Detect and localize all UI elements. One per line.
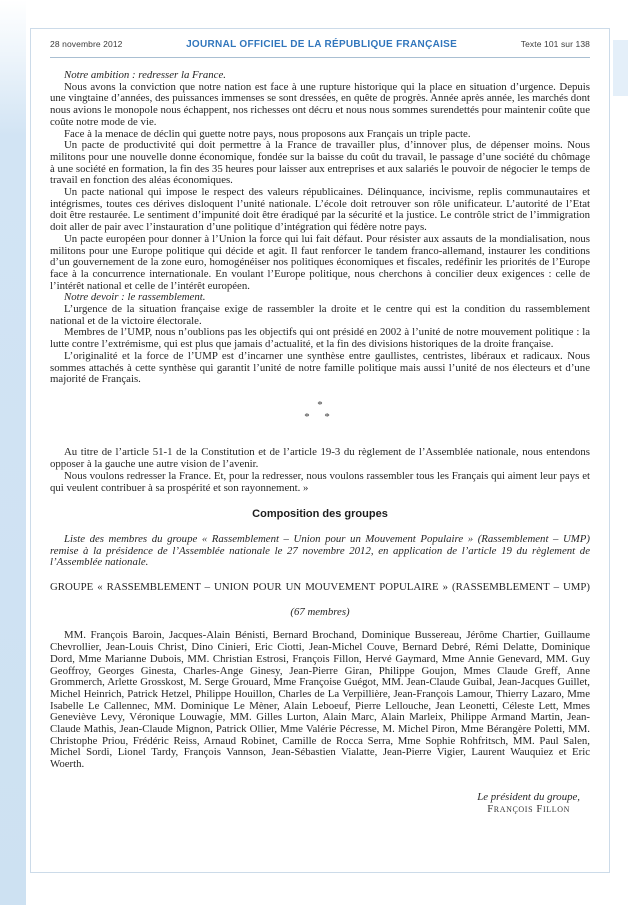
- asterisk-top: *: [317, 398, 323, 411]
- asterisk-bottom: * *: [304, 410, 336, 423]
- document-body: [50, 70, 590, 815]
- header-divider: [50, 57, 590, 58]
- para-au-titre: Au titre de l’article 51-1 de la Constitution et de l’article 19-3 du règlement de l’Assemblée nationale, nous entendons opposer à la gauche une autre vision de l’avenir.: [50, 446, 590, 471]
- para-notre-devoir: Notre devoir : le rassemblement.: [64, 291, 206, 304]
- header-date: 28 novembre 2012: [50, 39, 123, 49]
- signature-role: Le président du groupe,: [477, 790, 580, 803]
- para-members-list: MM. François Baroin, Jacques-Alain Bénisti, Bernard Brochand, Dominique Bussereau, Jérôme Chartier, Guillaume Chevrollier, Jean-Louis Christ, Dino Cinieri, Eric Ciotti, Jean-Michel Couve, Bernard Debré, Rémi Delatte, Dominique Dord, Mme Marianne Dubois, MM. Christian Estrosi, François Fillon, Hervé Gaymard, Mme Annie Genevard, MM. Guy Geoffroy, Georges Ginesta, Charles-Ange Ginesy, Jean-Pierre Giran, Philippe Goujon, Mmes Claude Greff, Anne Grommerch, Arlette Grosskost, M. Serge Grouard, Mme Françoise Guégot, MM. Jean-Claude Guibal, Jean-Jacques Guillet, Michel Heinrich, Patrick Hetzel, Philippe Houillon, Charles de La Verpillière, Jean-François Lamour, Thierry Lazaro, Mme Isabelle Le Callennec, MM. Dominique Le Mèner, Alain Leboeuf, Pierre Lellouche, Jean Leonetti, Céleste Lett, Mmes Geneviève Levy, Véronique Louwagie, MM. Gilles Lurton, Alain Marc, Alain Marleix, Philippe Armand Martin, Jean-Claude Mathis, Jean-Claude Mignon, Patrick Ollier, Mme Valérie Pécresse, M. Michel Piron, Mme Bérangère Poletti, MM. Christophe Priou, Frédéric Reiss, Arnaud Robinet, Camille de Rocca Serra, Mme Sophie Rohfritsch, MM. Paul Salen, Michel Sordi, Lionel Tardy, François Vannson, Jean-Sébastien Vialatte, Jean-Pierre Vigier, Laurent Wauquiez et Eric Woerth.: [50, 629, 590, 771]
- para-pacte-national: Un pacte national qui impose le respect des valeurs républicaines. Délinquance, incivisme, replis communautaires et intégrismes, toutes ces dérives disloquent l’unité nationale. L’école doit retrouver son rôle unificateur. L’autorité de l’Etat doit être restaurée. Le sentiment d’impunité doit être éradiqué par la sécurité et la justice. Le contrôle strict de l’immigration doit aller de pair avec l’instauration d’une politique d’intégration qui fédère notre pays.: [50, 186, 590, 234]
- section-heading-composition: Composition des groupes: [252, 508, 388, 521]
- journal-title: JOURNAL OFFICIEL DE LA RÉPUBLIQUE FRANÇAISE: [186, 39, 458, 50]
- asterisk-separator: [50, 400, 590, 423]
- para-conviction: Nous avons la conviction que notre nation est face à une rupture historique qui la place en situation d’urgence. Depuis une vingtaine d’années, des puissances immenses se sont dressées, en quête de progrès. Année après année, les marchés dont nous avions le monopole nous échappent, nos richesses ont décru et nous nous sommes surendettés pour maintenir coûte que coûte notre mode de vie.: [50, 80, 590, 128]
- signature-block: [477, 792, 580, 815]
- para-pacte-productivite: Un pacte de productivité qui doit permettre à la France de travailler plus, d’innover plus, de dépenser moins. Nous militons pour une nouvelle donne économique, fondée sur la baisse du coût du travail, le passage d’une société du chômage à une société en formation, la fin des 35 heures pour laisser aux entreprises et aux salariés le pouvoir de négocier le temps de travail en fonction des aléas économiques.: [50, 139, 590, 187]
- para-membres-ump: Membres de l’UMP, nous n’oublions pas les objectifs qui ont présidé en 2002 à l’unité de notre mouvement politique : la lutte contre l’extrémisme, qui est plus que jamais d’actualité, et la fin des divisions historiques de la droite française.: [50, 326, 590, 351]
- member-count: (67 membres): [290, 605, 350, 618]
- para-urgence: L’urgence de la situation française exige de rassembler la droite et le centre qui est la condition du rassemblement national et de la victoire électorale.: [50, 303, 590, 327]
- para-nous-voulons: Nous voulons redresser la France. Et, pour la redresser, nous voulons rassembler tous les Français qui aiment leur pays et qui veulent contribuer à sa prospérité et son rayonnement. »: [50, 469, 590, 494]
- header-text-reference: Texte 101 sur 138: [520, 39, 590, 49]
- para-liste-membres: Liste des membres du groupe « Rassemblement – Union pour un Mouvement Populaire » (Rassemblement – UMP) remise à la présidence de l’Assemblée nationale le 27 novembre 2012, en application de l’article 19 du règlement de l’Assemblée nationale.: [50, 532, 590, 569]
- para-originalite: L’originalité et la force de l’UMP est d’incarner une synthèse entre gaullistes, centristes, libéraux et radicaux. Nous sommes attachés à cette synthèse qui garantit l’unité de notre famille politique mais aussi l’unité de nos électeurs et d’une majorité de Français.: [50, 349, 590, 386]
- group-title-line: GROUPE « RASSEMBLEMENT – UNION POUR UN MOUVEMENT POPULAIRE » (RASSEMBLEMENT – UMP): [50, 581, 590, 594]
- para-menace: Face à la menace de déclin qui guette notre pays, nous proposons aux Français un triple pacte.: [64, 127, 471, 140]
- signature-name: François Fillon: [487, 802, 571, 815]
- page-header: [50, 39, 590, 50]
- para-pacte-europeen: Un pacte européen pour donner à l’Union la force qui lui fait défaut. Pour résister aux assauts de la mondialisation, nous militons pour une Europe politique qui décide et agit. Il faut renforcer le tandem franco-allemand, instaurer les conditions d’un gouvernement de la zone euro, homogénéiser nos politiques économiques et fiscales, redéfinir les priorités de l’Europe face à la concurrence internationale. En voulant l’Europe politique, nous cherchons à concilier deux exigences : celle de l’intérêt national et celle de l’intérêt européen.: [50, 232, 590, 292]
- para-notre-ambition: Notre ambition : redresser la France.: [64, 69, 226, 81]
- viewer-left-gradient: [0, 0, 26, 905]
- document-page: [30, 28, 610, 873]
- viewer-right-shading: [613, 40, 628, 96]
